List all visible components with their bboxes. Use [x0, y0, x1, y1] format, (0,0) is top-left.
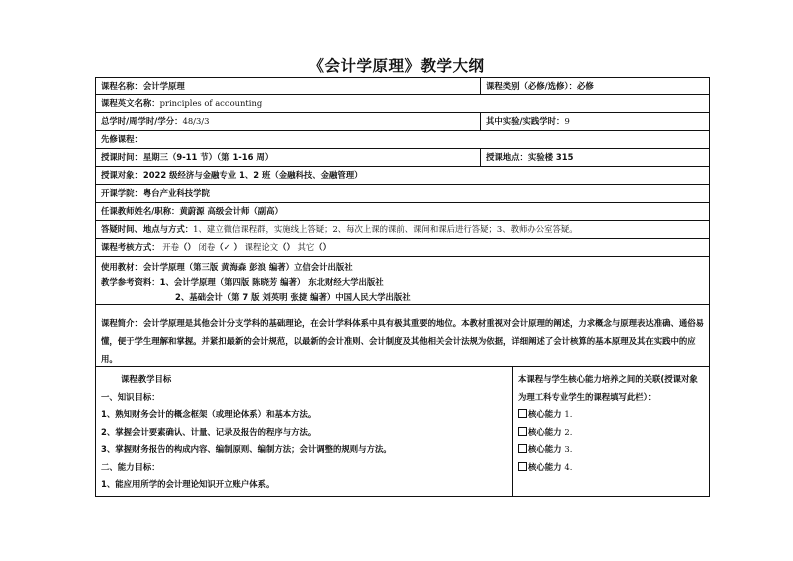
hours-label: 总学时/周学时/学分： [101, 116, 183, 126]
syllabus-table [95, 77, 710, 497]
audience-cell [96, 167, 709, 184]
english-name-label: 课程英文名称： [101, 98, 160, 108]
teacher-value: 黄蔚源 高级会计师（副高） [179, 206, 283, 216]
row-course-name [95, 77, 710, 95]
english-name-value: principles of accounting [159, 98, 263, 108]
row-english-name [95, 95, 710, 113]
textbook-line [101, 260, 704, 275]
reference-line-2 [101, 290, 704, 304]
assessment-cell [96, 239, 709, 256]
books-cell [96, 260, 709, 304]
checkbox-open-book: （） [179, 242, 196, 252]
location-label: 授课地点： [486, 152, 528, 162]
qa-cell [96, 221, 709, 238]
course-name-cell [96, 78, 481, 94]
goal-line: 1、能应用所学的会计理论知识开立账户体系。 [101, 479, 275, 489]
core-item-1: 核心能力 1. [518, 406, 704, 424]
college-value: 粤台产业科技学院 [142, 188, 210, 198]
checkbox-icon [518, 444, 527, 453]
schedule-label: 授课时间： [101, 152, 143, 162]
lab-hours-value: 9 [564, 116, 570, 126]
hours-cell [96, 113, 481, 130]
audience-label: 授课对象： [101, 170, 143, 180]
core-heading: 本课程与学生核心能力培养之间的关联(授课对象为理工科专业学生的课程填写此栏）： [518, 374, 698, 402]
goal-line: 二、能力目标： [101, 461, 160, 472]
row-schedule [95, 149, 710, 167]
teacher-cell [96, 203, 709, 220]
hours-value: 48/3/3 [182, 116, 210, 126]
college-label: 开课学院： [101, 188, 143, 198]
prerequisite-label: 先修课程： [101, 134, 143, 144]
college-cell [96, 185, 709, 202]
checkbox-icon [518, 427, 527, 436]
core-competency-cell [513, 367, 709, 496]
core-item-4: 核心能力 4. [518, 459, 704, 477]
course-type-value: 必修 [577, 81, 594, 91]
assessment-option-paper: 课程论文（） [244, 242, 295, 252]
lab-hours-label: 其中实验/实践学时： [486, 116, 565, 126]
row-intro [95, 305, 710, 367]
course-name-label: 课程名称： [101, 81, 143, 91]
assessment-label: 课程考核方式： [101, 242, 160, 252]
location-value: 实验楼 315 [527, 152, 574, 162]
goal-line: 一、知识目标： [101, 391, 160, 402]
row-goals [95, 367, 710, 497]
qa-value: 1、建立微信课程群，实施线上答疑；2、每次上课的课前、课间和课后进行答疑；3、教师办公室答疑。 [193, 224, 578, 234]
qa-label: 答疑时间、地点与方式： [101, 224, 194, 234]
goal-line: 3、掌握财务报告的构成内容、编制原则、编制方法；会计调整的规则与方法。 [101, 444, 392, 454]
row-prerequisite [95, 131, 710, 149]
schedule-value: 星期三（9-11 节）（第 1-16 周） [142, 152, 274, 162]
checkbox-icon [518, 409, 527, 418]
teaching-goals-cell [96, 367, 513, 496]
course-name-value: 会计学原理 [142, 81, 185, 91]
checkbox-paper: （） [278, 242, 295, 252]
references-label: 教学参考资料： [101, 277, 160, 287]
checkbox-other: （） [314, 242, 331, 252]
textbook-value: 会计学原理（第三版 黄海森 彭浪 编著）立信会计出版社 [142, 262, 353, 272]
intro-label: 课程简介： [101, 318, 143, 328]
goal-line: 1、熟知财务会计的概念框架（或理论体系）和基本方法。 [101, 409, 317, 419]
core-item-2: 核心能力 2. [518, 424, 704, 442]
teacher-label: 任课教师姓名/职称： [101, 206, 180, 216]
location-cell [481, 149, 709, 166]
schedule-cell [96, 149, 481, 166]
reference-2: 2、基础会计（第 7 版 刘英明 张捷 编著）中国人民大学出版社 [175, 292, 411, 302]
row-audience [95, 167, 710, 185]
row-books [95, 257, 710, 305]
row-hours [95, 113, 710, 131]
row-assessment [95, 239, 710, 257]
lab-hours-cell [481, 113, 709, 130]
assessment-option-closed-book: 闭卷（✓ ） [198, 242, 242, 252]
course-type-label: 课程类别（必修/选修）： [486, 81, 577, 91]
english-name-cell [96, 95, 709, 112]
reference-line-1 [101, 275, 704, 290]
goals-heading: 课程教学目标 [121, 374, 172, 384]
core-item-3: 核心能力 3. [518, 441, 704, 459]
intro-value: 会计学原理是其他会计分支学科的基础理论，在会计学科体系中具有极其重要的地位。本教材重视对会计原理的阐述，力求概念与原理表达准确、通俗易懂，便于学生理解和掌握。并紧扣最新的会计规范，以最新的会计准则、会计制度及其他相关会计法规为依据，详细阐述了会计核算的基本原理及其在实践中的应用。 [101, 318, 704, 364]
checkbox-icon [518, 462, 527, 471]
row-college [95, 185, 710, 203]
row-teacher [95, 203, 710, 221]
row-qa [95, 221, 710, 239]
prerequisite-cell [96, 131, 709, 148]
textbook-label: 使用教材： [101, 262, 143, 272]
reference-1: 1、会计学原理（第四版 陈晓芳 编著） 东北财经大学出版社 [159, 277, 384, 287]
checkbox-closed-book-checked: （✓ ） [215, 242, 242, 252]
document-title: 《会计学原理》教学大纲 [308, 57, 485, 75]
assessment-option-other: 其它（） [297, 242, 331, 252]
audience-value: 2022 级经济与金融专业 1、2 班（金融科技、金融管理） [142, 170, 363, 180]
goal-line: 2、掌握会计要素确认、计量、记录及报告的程序与方法。 [101, 426, 317, 437]
assessment-option-open-book: 开卷（） [162, 242, 196, 252]
course-type-cell [481, 78, 709, 94]
